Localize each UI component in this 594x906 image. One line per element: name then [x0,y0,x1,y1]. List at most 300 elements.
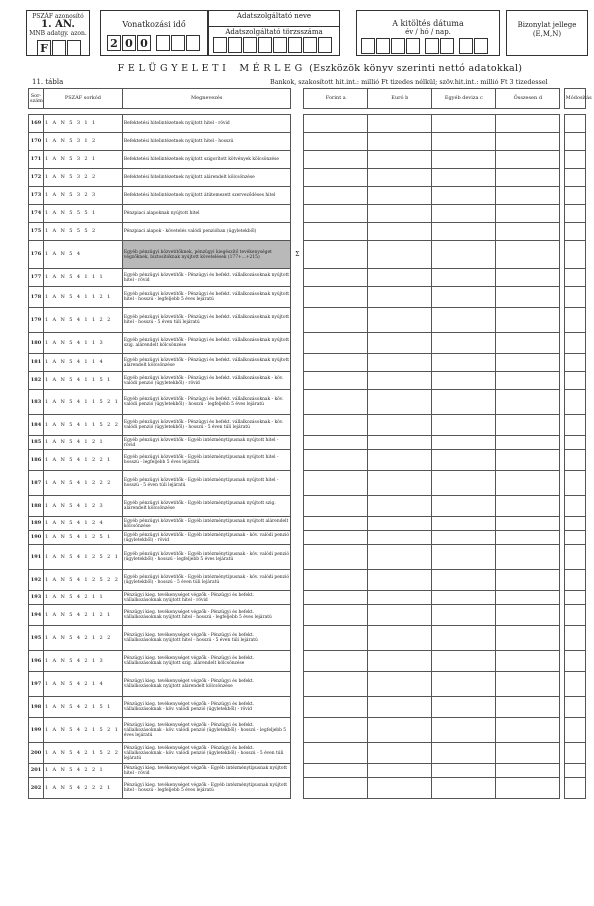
row-description: Egyéb pénzügyi közvetítők - Pénzügyi és befekt. vállalkozásoknak nyújtott szig. alárendelt kölcsönzése [122,333,291,354]
table-row [29,626,586,651]
value-cell-euro[interactable] [368,151,432,169]
value-cell-forint[interactable] [304,287,368,308]
modification-cell[interactable] [564,626,585,651]
modification-cell[interactable] [564,605,585,626]
provider-id-cell[interactable] [258,37,272,53]
value-cell-forint[interactable] [304,390,368,415]
table-row [29,517,586,531]
row-description: Pénzpiaci alapoknak nyújtott hitel [122,205,291,223]
row-description: Pénzügyi kieg. tevékenységet végzők - Pénzügyi és befekt. vállalkozásoknak nyújtott alárendelt kölcsönzése [122,672,291,697]
value-cell-total[interactable] [496,372,560,390]
row-sum-marker [291,651,304,672]
table-row [29,591,586,605]
value-cell-euro[interactable] [368,545,432,570]
row-code: 1 A N 5 4 2 1 5 2 1 [43,718,122,743]
provider-id-cell[interactable] [228,37,242,53]
value-cell-total[interactable] [496,241,560,269]
col-header-c: Egyéb deviza c [432,89,496,109]
value-cell-total[interactable] [496,151,560,169]
value-cell-other[interactable] [432,169,496,187]
row-code: 1 A N 5 4 1 1 2 2 [43,308,122,333]
value-cell-euro[interactable] [368,651,432,672]
row-code: 1 A N 5 4 2 1 3 [43,651,122,672]
value-cell-euro[interactable] [368,115,432,133]
value-cell-forint[interactable] [304,626,368,651]
value-cell-total[interactable] [496,496,560,517]
value-cell-total[interactable] [496,570,560,591]
value-cell-euro[interactable] [368,269,432,287]
row-description: Egyéb pénzügyi közvetítők - Pénzügyi és befekt. vállalkozásoknak nyújtott alárendelt kölcsönzése [122,354,291,372]
value-cell-euro[interactable] [368,390,432,415]
col-header-m: Módosítás [564,89,585,109]
row-sum-marker [291,626,304,651]
row-description: Pénzügyi kieg. tevékenységet végzők - Pénzügyi és befekt. vállalkozásoknak nyújtott hitel - rövid [122,591,291,605]
value-cell-total[interactable] [496,187,560,205]
provider-id-cell[interactable] [213,37,227,53]
value-cell-total[interactable] [496,450,560,471]
modification-cell[interactable] [564,672,585,697]
value-cell-total[interactable] [496,333,560,354]
value-cell-forint[interactable] [304,223,368,241]
value-cell-forint[interactable] [304,333,368,354]
row-number: 200 [29,743,44,764]
modification-cell[interactable] [564,778,585,799]
modification-cell[interactable] [564,718,585,743]
value-cell-forint[interactable] [304,591,368,605]
value-cell-euro[interactable] [368,450,432,471]
value-cell-forint[interactable] [304,778,368,799]
period-digit-cell[interactable] [171,35,185,51]
value-cell-total[interactable] [496,133,560,151]
value-cell-forint[interactable] [304,545,368,570]
modification-cell[interactable] [564,287,585,308]
row-description: Befektetési hitelintézetnek nyújtott átütemezett szerveződéses hitel [122,187,291,205]
value-cell-euro[interactable] [368,187,432,205]
value-cell-other[interactable] [432,718,496,743]
date-label: A kitöltés dátuma [392,19,464,28]
value-cell-total[interactable] [496,605,560,626]
row-number: 192 [29,570,44,591]
table-row [29,471,586,496]
modification-cell[interactable] [564,450,585,471]
value-cell-forint[interactable] [304,743,368,764]
value-cell-forint[interactable] [304,415,368,436]
value-cell-forint[interactable] [304,354,368,372]
form-id-cell[interactable] [52,40,66,56]
row-description: Egyéb pénzügyi közvetítők - Egyéb intézménytípusnak - köv. valódi penzió (ügyletekből) - hosszú - 5 éven túli lejáratú [122,570,291,591]
value-cell-other[interactable] [432,651,496,672]
row-number: 181 [29,354,44,372]
row-number: 197 [29,672,44,697]
row-description: Befektetési hitelintézetnek nyújtott szigorított kötvények kölcsönzése [122,151,291,169]
row-code: 1 A N 5 4 2 1 1 [43,591,122,605]
value-cell-euro[interactable] [368,354,432,372]
date-digit-cell[interactable] [361,38,375,54]
modification-cell[interactable] [564,764,585,778]
row-number: 184 [29,415,44,436]
modification-cell[interactable] [564,205,585,223]
value-cell-total[interactable] [496,415,560,436]
row-code: 1 A N 5 4 1 1 2 1 [43,287,122,308]
table-row [29,169,586,187]
period-digit-cell[interactable]: 0 [137,35,151,51]
value-cell-other[interactable] [432,133,496,151]
row-code: 1 A N 5 4 1 2 2 1 [43,450,122,471]
value-cell-forint[interactable] [304,605,368,626]
value-cell-forint[interactable] [304,436,368,450]
value-cell-euro[interactable] [368,287,432,308]
value-cell-euro[interactable] [368,205,432,223]
value-cell-euro[interactable] [368,333,432,354]
row-sum-marker [291,496,304,517]
value-cell-other[interactable] [432,390,496,415]
value-cell-total[interactable] [496,531,560,545]
value-cell-total[interactable] [496,269,560,287]
form-id-cell[interactable] [67,40,81,56]
row-code: 1 A N 5 5 5 2 [43,223,122,241]
value-cell-forint[interactable] [304,115,368,133]
value-cell-euro[interactable] [368,591,432,605]
value-cell-forint[interactable] [304,517,368,531]
row-number: 202 [29,778,44,799]
row-number: 188 [29,496,44,517]
value-cell-total[interactable] [496,205,560,223]
value-cell-total[interactable] [496,436,560,450]
row-code: 1 A N 5 4 1 1 3 [43,333,122,354]
value-cell-other[interactable] [432,764,496,778]
date-digit-cell[interactable] [406,38,420,54]
col-header-sor: Sor-szám [29,89,44,109]
value-cell-total[interactable] [496,308,560,333]
value-cell-forint[interactable] [304,651,368,672]
table-row [29,764,586,778]
form-letter-cell[interactable]: F [37,40,51,56]
value-cell-other[interactable] [432,187,496,205]
value-cell-forint[interactable] [304,718,368,743]
value-cell-total[interactable] [496,223,560,241]
value-cell-euro[interactable] [368,778,432,799]
value-cell-euro[interactable] [368,308,432,333]
modification-cell[interactable] [564,651,585,672]
provider-id-cell[interactable] [243,37,257,53]
value-cell-euro[interactable] [368,531,432,545]
table-row [29,743,586,764]
value-cell-total[interactable] [496,471,560,496]
value-cell-total[interactable] [496,545,560,570]
value-cell-other[interactable] [432,115,496,133]
table-row [29,697,586,718]
value-cell-forint[interactable] [304,570,368,591]
value-cell-euro[interactable] [368,570,432,591]
value-cell-forint[interactable] [304,531,368,545]
value-cell-other[interactable] [432,496,496,517]
row-sum-marker [291,545,304,570]
value-cell-forint[interactable] [304,672,368,697]
value-cell-total[interactable] [496,390,560,415]
row-code: 1 A N 5 4 1 1 4 [43,354,122,372]
table-row [29,415,586,436]
date-sub-label: év / hó / nap. [405,28,451,36]
provider-id-cell[interactable] [288,37,302,53]
balance-table [28,88,592,799]
table-row [29,269,586,287]
row-sum-marker [291,390,304,415]
modification-cell[interactable] [564,354,585,372]
value-cell-other[interactable] [432,697,496,718]
value-cell-total[interactable] [496,764,560,778]
value-cell-forint[interactable] [304,450,368,471]
value-cell-other[interactable] [432,205,496,223]
period-block [100,10,208,56]
row-sum-marker [291,764,304,778]
row-description: Egyéb pénzügyi közvetítők - Egyéb intézménytípusnak nyújtott hitel - rövid [122,436,291,450]
value-cell-total[interactable] [496,626,560,651]
value-cell-total[interactable] [496,517,560,531]
date-block [356,10,500,56]
row-code: 1 A N 5 4 1 2 1 [43,436,122,450]
table-row [29,450,586,471]
row-sum-marker [291,591,304,605]
value-cell-total[interactable] [496,743,560,764]
row-number: 170 [29,133,44,151]
row-sum-marker [291,531,304,545]
row-sum-marker [291,287,304,308]
value-cell-other[interactable] [432,531,496,545]
value-cell-euro[interactable] [368,626,432,651]
modification-cell[interactable] [564,333,585,354]
pszaf-label: PSZÁF azonosító [32,13,84,20]
value-cell-other[interactable] [432,450,496,471]
row-number: 177 [29,269,44,287]
row-description: Pénzügyi kieg. tevékenységet végzők - Pénzügyi és befekt. vállalkozásoknak - köv. valódi penzió (ügyletekből) - hosszú - legfeljebb 5 éves lejáratú [122,718,291,743]
modification-cell[interactable] [564,531,585,545]
row-code: 1 A N 5 4 1 1 5 2 2 [43,415,122,436]
value-cell-euro[interactable] [368,471,432,496]
value-cell-euro[interactable] [368,496,432,517]
value-cell-other[interactable] [432,372,496,390]
date-digit-cell[interactable] [376,38,390,54]
col-header-a: Forint a [304,89,368,109]
value-cell-total[interactable] [496,287,560,308]
provider-id-cell[interactable] [318,37,332,53]
value-cell-euro[interactable] [368,169,432,187]
value-cell-other[interactable] [432,570,496,591]
value-cell-total[interactable] [496,697,560,718]
value-cell-forint[interactable] [304,151,368,169]
value-cell-other[interactable] [432,471,496,496]
value-cell-euro[interactable] [368,372,432,390]
row-code: 1 A N 5 4 2 2 1 [43,764,122,778]
value-cell-total[interactable] [496,778,560,799]
row-number: 169 [29,115,44,133]
period-digit-cell[interactable] [156,35,170,51]
value-cell-forint[interactable] [304,133,368,151]
row-code: 1 A N 5 4 2 1 5 1 [43,697,122,718]
provider-label: Adatszolgáltató neve [236,12,312,20]
row-number: 186 [29,450,44,471]
table-row [29,778,586,799]
value-cell-other[interactable] [432,626,496,651]
row-code: 1 A N 5 3 2 2 [43,169,122,187]
value-cell-euro[interactable] [368,605,432,626]
row-sum-marker [291,269,304,287]
row-code: 1 A N 5 4 1 1 1 [43,269,122,287]
value-cell-other[interactable] [432,333,496,354]
row-number: 198 [29,697,44,718]
modification-cell[interactable] [564,308,585,333]
row-description: Pénzügyi kieg. tevékenységet végzők - Egyéb intézménytípusnak nyújtott hitel - hosszú - legfeljebb 5 éves lejáratú [122,778,291,799]
value-cell-total[interactable] [496,169,560,187]
value-cell-other[interactable] [432,269,496,287]
provider-id-cell[interactable] [303,37,317,53]
row-code: 1 A N 5 4 1 2 2 2 [43,471,122,496]
modification-cell[interactable] [564,241,585,269]
date-digit-cell[interactable] [440,38,454,54]
modification-cell[interactable] [564,591,585,605]
date-digit-cell[interactable] [425,38,439,54]
modification-cell[interactable] [564,545,585,570]
value-cell-forint[interactable] [304,697,368,718]
value-cell-forint[interactable] [304,169,368,187]
value-cell-other[interactable] [432,743,496,764]
row-code: 1 A N 5 3 1 1 [43,115,122,133]
row-number: 191 [29,545,44,570]
modification-cell[interactable] [564,269,585,287]
row-number: 182 [29,372,44,390]
value-cell-other[interactable] [432,591,496,605]
provider-id-cell[interactable] [273,37,287,53]
row-code: 1 A N 5 3 1 2 [43,133,122,151]
row-number: 196 [29,651,44,672]
col-header-code: PSZÁF sorkód [43,89,122,109]
modification-cell[interactable] [564,115,585,133]
period-digit-cell[interactable]: 2 [107,35,121,51]
value-cell-other[interactable] [432,308,496,333]
value-cell-other[interactable] [432,517,496,531]
value-cell-other[interactable] [432,672,496,697]
modification-cell[interactable] [564,743,585,764]
value-cell-other[interactable] [432,287,496,308]
row-code: 1 A N 5 4 2 2 2 1 [43,778,122,799]
row-number: 187 [29,471,44,496]
row-code: 1 A N 5 4 2 1 2 2 [43,626,122,651]
date-digit-cell[interactable] [474,38,488,54]
table-row [29,115,586,133]
value-cell-forint[interactable] [304,372,368,390]
table-header-row [29,89,586,109]
row-sum-marker [291,187,304,205]
units-note: Bankok, szakosított hit.int.: millió Ft tizedes nélkül; szöv.hit.int.: millió Ft 3 tizedessel [270,78,548,86]
modification-cell[interactable] [564,415,585,436]
row-description: Pénzügyi kieg. tevékenységet végzők - Pénzügyi és befekt. vállalkozásoknak nyújtott hitel - hosszú - legfeljebb 5 éves lejáratú [122,605,291,626]
value-cell-euro[interactable] [368,697,432,718]
table-row [29,672,586,697]
modification-cell[interactable] [564,151,585,169]
value-cell-euro[interactable] [368,133,432,151]
value-cell-total[interactable] [496,651,560,672]
modification-cell[interactable] [564,390,585,415]
row-sum-marker [291,415,304,436]
value-cell-euro[interactable] [368,672,432,697]
value-cell-total[interactable] [496,354,560,372]
modification-cell[interactable] [564,436,585,450]
value-cell-other[interactable] [432,415,496,436]
value-cell-other[interactable] [432,436,496,450]
value-cell-other[interactable] [432,778,496,799]
row-sum-marker [291,436,304,450]
value-cell-forint[interactable] [304,205,368,223]
modification-cell[interactable] [564,187,585,205]
row-sum-marker [291,697,304,718]
conf-label: Bizonylat jellege (E,M,N) [517,21,577,38]
value-cell-forint[interactable] [304,496,368,517]
modification-cell[interactable] [564,372,585,390]
value-cell-forint[interactable] [304,471,368,496]
value-cell-euro[interactable] [368,743,432,764]
value-cell-forint[interactable] [304,308,368,333]
value-cell-euro[interactable] [368,718,432,743]
mnb-label: MNB adatgy. azon. [29,30,87,37]
table-row [29,436,586,450]
value-cell-euro[interactable] [368,517,432,531]
value-cell-euro[interactable] [368,223,432,241]
date-digit-cell[interactable] [459,38,473,54]
modification-cell[interactable] [564,471,585,496]
row-description: Egyéb pénzügyi közvetítők - Egyéb intézménytípusnak nyújtott hitel - hosszú - 5 éven túli lejáratú [122,471,291,496]
table-row [29,223,586,241]
modification-cell[interactable] [564,169,585,187]
value-cell-total[interactable] [496,591,560,605]
value-cell-other[interactable] [432,151,496,169]
value-cell-total[interactable] [496,115,560,133]
row-code: 1 A N 5 4 1 1 5 2 1 [43,390,122,415]
value-cell-euro[interactable] [368,241,432,269]
table-row [29,605,586,626]
modification-cell[interactable] [564,133,585,151]
row-sum-marker [291,333,304,354]
row-code: 1 A N 5 4 1 2 5 2 2 [43,570,122,591]
modification-cell[interactable] [564,223,585,241]
modification-cell[interactable] [564,697,585,718]
row-code: 1 A N 5 4 2 1 4 [43,672,122,697]
value-cell-euro[interactable] [368,436,432,450]
modification-cell[interactable] [564,517,585,531]
value-cell-forint[interactable] [304,187,368,205]
value-cell-other[interactable] [432,545,496,570]
value-cell-euro[interactable] [368,415,432,436]
value-cell-other[interactable] [432,241,496,269]
value-cell-other[interactable] [432,354,496,372]
value-cell-total[interactable] [496,718,560,743]
table-row [29,651,586,672]
value-cell-forint[interactable] [304,764,368,778]
date-digit-cell[interactable] [391,38,405,54]
period-digit-cell[interactable] [186,35,200,51]
row-sum-marker [291,605,304,626]
value-cell-other[interactable] [432,223,496,241]
modification-cell[interactable] [564,496,585,517]
modification-cell[interactable] [564,570,585,591]
table-row [29,531,586,545]
value-cell-forint[interactable] [304,241,368,269]
value-cell-total[interactable] [496,672,560,697]
row-description: Egyéb pénzügyi közvetítők - Egyéb intézménytípusnak nyújtott alárendelt kölcsönzése [122,517,291,531]
value-cell-forint[interactable] [304,269,368,287]
value-cell-euro[interactable] [368,764,432,778]
row-sum-marker [291,308,304,333]
period-digit-cell[interactable]: 0 [122,35,136,51]
value-cell-other[interactable] [432,605,496,626]
